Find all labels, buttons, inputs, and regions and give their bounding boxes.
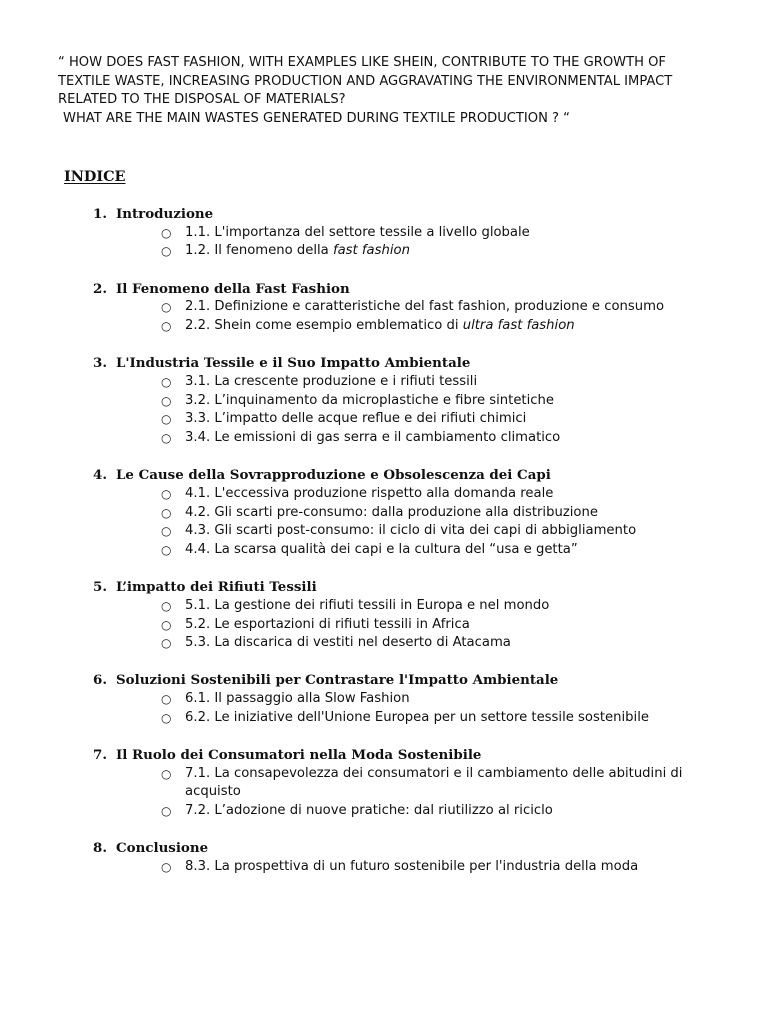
toc-section [0,839,768,876]
subsection-text [185,410,735,429]
hollow-circle-bullet-icon: ○ [161,710,172,725]
toc-section-heading [0,839,768,858]
subsection-label: 3.3. L’impatto delle acque reflue e dei rifiuti chimici [185,411,527,427]
subsection-italic-term: ultra fast fashion [462,317,575,333]
subsection-label: 4.4. La scarsa qualità dei capi e la cultura del “usa e getta” [185,541,578,557]
toc-subsection [0,224,768,243]
toc-subsection [0,317,768,336]
hollow-circle-bullet-icon: ○ [161,860,172,875]
subsection-text [185,765,735,802]
question-line: RELATED TO THE DISPOSAL OF MATERIALS? [58,92,346,107]
toc-subsection [0,485,768,504]
section-title: Introduzione [116,206,214,222]
toc-subsection [0,597,768,616]
research-question [58,54,758,128]
section-title: L’impatto dei Rifiuti Tessili [116,579,317,596]
hollow-circle-bullet-icon: ○ [161,225,172,240]
toc-section-heading [0,280,768,299]
hollow-circle-bullet-icon: ○ [161,505,172,520]
section-number: 2. [93,280,107,297]
subsection-text [185,429,735,448]
toc-subsection [0,298,768,317]
table-of-contents [0,205,768,895]
section-number: 4. [93,467,107,484]
subsection-text [185,392,735,411]
toc-subsection [0,802,768,821]
subsection-label: 7.1. La consapevolezza dei consumatori e il cambiamento delle abitudini di acquisto [185,765,683,800]
section-title: Il Fenomeno della Fast Fashion [116,280,350,297]
subsection-text [185,298,735,317]
toc-subsection [0,634,768,653]
subsection-label: 1.1. L'importanza del settore tessile a livello globale [185,224,530,240]
hollow-circle-bullet-icon: ○ [161,412,172,427]
toc-section [0,280,768,336]
section-number: 3. [93,355,107,372]
subsection-text [185,616,735,635]
section-title: Il Ruolo dei Consumatori nella Moda Sostenibile [116,747,482,764]
hollow-circle-bullet-icon: ○ [161,617,172,632]
subsection-label: 8.3. La prospettiva di un futuro sostenibile per l'industria della moda [185,859,639,875]
hollow-circle-bullet-icon: ○ [161,692,172,707]
hollow-circle-bullet-icon: ○ [161,393,172,408]
subsection-text [185,634,735,653]
toc-subsection [0,242,768,261]
question-line: WHAT ARE THE MAIN WASTES GENERATED DURING TEXTILE PRODUCTION ? “ [63,110,570,126]
subsection-text [185,224,735,243]
toc-subsection [0,504,768,523]
section-number: 5. [93,579,107,596]
subsection-label: 6.1. Il passaggio alla Slow Fashion [185,691,410,707]
hollow-circle-bullet-icon: ○ [161,374,172,389]
question-line: “ HOW DOES FAST FASHION, WITH EXAMPLES LIKE SHEIN, CONTRIBUTE TO THE GROWTH OF [58,55,666,70]
subsection-text [185,709,735,728]
subsection-italic-term: fast fashion [332,243,410,259]
section-title: Le Cause della Sovrapproduzione e Obsolescenza dei Capi [116,467,551,484]
subsection-label: 2.1. Definizione e caratteristiche del fast fashion, produzione e consumo [185,299,665,315]
subsection-label: 3.1. La crescente produzione e i rifiuti tessili [185,373,478,389]
subsection-text [185,504,735,523]
hollow-circle-bullet-icon: ○ [161,636,172,651]
subsection-label: 1.2. Il fenomeno della [185,243,333,259]
toc-section [0,466,768,560]
toc-subsection [0,541,768,560]
section-title: Conclusione [116,840,209,857]
toc-section [0,354,768,448]
section-title: L'Industria Tessile e il Suo Impatto Ambientale [116,355,471,372]
hollow-circle-bullet-icon: ○ [161,244,172,259]
toc-subsection [0,392,768,411]
hollow-circle-bullet-icon: ○ [161,318,172,333]
toc-subsection [0,709,768,728]
subsection-label: 4.1. L'eccessiva produzione rispetto alla domanda reale [185,485,554,501]
toc-subsection [0,858,768,877]
section-number: 8. [93,840,107,857]
subsection-label: 4.2. Gli scarti pre-consumo: dalla produzione alla distribuzione [185,504,598,520]
toc-section-heading [0,746,768,765]
subsection-text [185,242,735,261]
hollow-circle-bullet-icon: ○ [161,542,172,557]
subsection-label: 6.2. Le iniziative dell'Unione Europea per un settore tessile sostenibile [185,709,649,725]
subsection-label: 3.4. Le emissioni di gas serra e il cambiamento climatico [185,429,561,445]
subsection-label: 3.2. L’inquinamento da microplastiche e fibre sintetiche [185,392,554,408]
subsection-label: 7.2. L’adozione di nuove pratiche: dal riutilizzo al riciclo [185,803,553,819]
hollow-circle-bullet-icon: ○ [161,430,172,445]
toc-subsection [0,522,768,541]
toc-section [0,578,768,653]
toc-section-heading [0,354,768,373]
toc-section-heading [0,205,768,224]
toc-section-heading [0,578,768,597]
subsection-label: 4.3. Gli scarti post-consumo: il ciclo di vita dei capi di abbigliamento [185,523,637,539]
hollow-circle-bullet-icon: ○ [161,598,172,613]
subsection-text [185,522,735,541]
hollow-circle-bullet-icon: ○ [161,300,172,315]
subsection-text [185,485,735,504]
subsection-text [185,317,735,336]
subsection-label: 2.2. Shein come esempio emblematico di [185,317,463,333]
subsection-text [185,541,735,560]
hollow-circle-bullet-icon: ○ [161,486,172,501]
section-number: 6. [93,672,107,689]
toc-subsection [0,765,768,802]
subsection-text [185,858,735,877]
question-line: TEXTILE WASTE, INCREASING PRODUCTION AND AGGRAVATING THE ENVIRONMENTAL IMPACT [58,73,673,89]
subsection-text [185,597,735,616]
subsection-text [185,690,735,709]
subsection-text [185,373,735,392]
section-number: 7. [93,747,107,764]
toc-subsection [0,410,768,429]
index-heading: INDICE [64,168,126,185]
toc-section [0,205,768,261]
toc-section [0,671,768,727]
subsection-text [185,802,735,821]
section-number: 1. [93,206,107,222]
toc-subsection [0,690,768,709]
section-title: Soluzioni Sostenibili per Contrastare l'Impatto Ambientale [116,672,559,689]
toc-subsection [0,616,768,635]
hollow-circle-bullet-icon: ○ [161,524,172,539]
toc-subsection [0,429,768,448]
hollow-circle-bullet-icon: ○ [161,804,172,819]
toc-section [0,746,768,821]
subsection-label: 5.1. La gestione dei rifiuti tessili in Europa e nel mondo [185,597,550,613]
hollow-circle-bullet-icon: ○ [161,766,172,781]
toc-subsection [0,373,768,392]
toc-section-heading [0,466,768,485]
subsection-label: 5.2. Le esportazioni di rifiuti tessili in Africa [185,616,470,632]
toc-section-heading [0,671,768,690]
subsection-label: 5.3. La discarica di vestiti nel deserto di Atacama [185,635,511,651]
